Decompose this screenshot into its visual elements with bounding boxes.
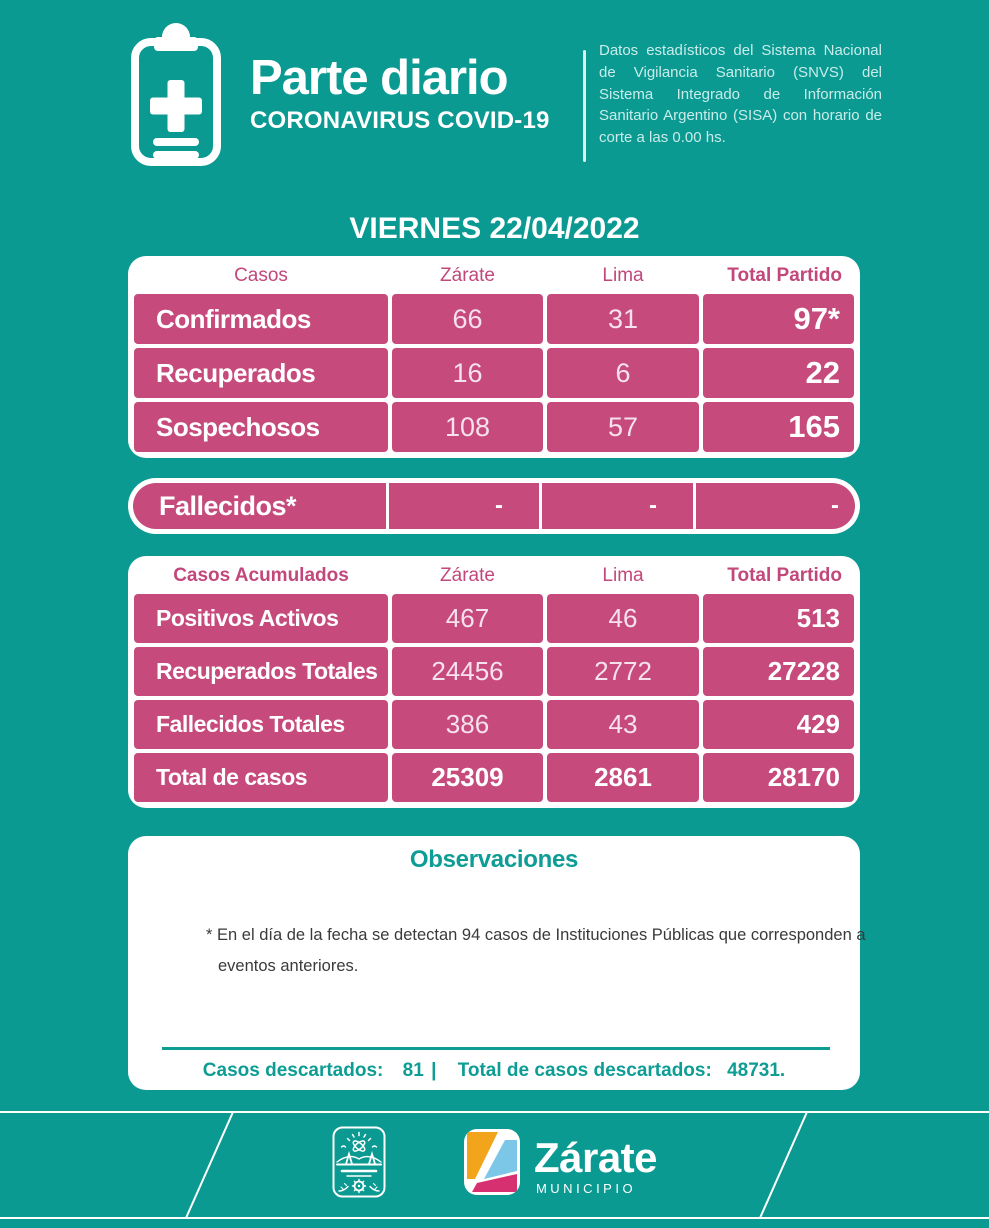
value-zarate: 108 (392, 402, 543, 452)
col-header-zarate: Zárate (440, 565, 495, 586)
title-block (250, 51, 550, 135)
value-lima: 2861 (547, 753, 699, 802)
value-total: 22 (703, 348, 854, 398)
value-zarate: 25309 (392, 753, 543, 802)
city-crest-icon (332, 1126, 386, 1198)
observations-note: * En el día de la fecha se detectan 94 casos de Instituciones Públicas que corresponden a eventos anteriores. (206, 926, 866, 975)
observations-title: Observaciones (409, 846, 579, 873)
row-label: Fallecidos Totales (134, 700, 388, 749)
table-row (134, 594, 854, 643)
clipboard-plus-icon (125, 22, 227, 175)
fallecidos-row (128, 478, 860, 534)
value-zarate: 24456 (392, 647, 543, 696)
table-row (134, 348, 854, 398)
value-lima: 6 (547, 348, 699, 398)
value-lima: 2772 (547, 647, 699, 696)
observations-divider (162, 1047, 830, 1050)
col-header-total: Total Partido (727, 265, 842, 286)
daily-table-header (134, 262, 854, 290)
page-title: Parte diario (250, 51, 508, 105)
value-total: 27228 (703, 647, 854, 696)
row-label: Fallecidos* (133, 483, 386, 529)
value-total: 28170 (703, 753, 854, 802)
col-header-casos: Casos (234, 265, 288, 286)
discarded-value: 81 (402, 1060, 424, 1081)
table-row (134, 402, 854, 452)
table-row (134, 294, 854, 344)
page-subtitle: CORONAVIRUS COVID-19 (250, 107, 550, 134)
brand-text (534, 1128, 657, 1196)
table-row (134, 647, 854, 696)
discarded-label: Casos descartados: (202, 1060, 384, 1081)
row-label: Recuperados Totales (134, 647, 388, 696)
fallecidos-row-inner (133, 483, 855, 529)
discarded-cases-line (128, 1060, 860, 1082)
total-discarded-label: Total de casos descartados: (457, 1060, 712, 1081)
zarate-logo-icon (462, 1127, 522, 1197)
brand-subtitle: MUNICIPIO (535, 1180, 637, 1196)
value-lima: 31 (547, 294, 699, 344)
value-zarate: 16 (392, 348, 543, 398)
value-total: 429 (703, 700, 854, 749)
date-banner: VIERNES 22/04/2022 (349, 212, 640, 245)
row-label: Total de casos (134, 753, 388, 802)
col-header-lima: Lima (602, 265, 644, 286)
value-total: 97* (703, 294, 854, 344)
accumulated-cases-table (128, 556, 860, 808)
col-header-casos-acumulados: Casos Acumulados (173, 565, 349, 586)
table-row (134, 700, 854, 749)
col-header-zarate: Zárate (440, 265, 495, 286)
col-header-total: Total Partido (727, 565, 842, 586)
accum-table-header (134, 562, 854, 590)
col-header-lima: Lima (602, 565, 644, 586)
row-label: Confirmados (134, 294, 388, 344)
discarded-separator: | (431, 1060, 437, 1081)
row-label: Recuperados (134, 348, 388, 398)
value-lima: 46 (547, 594, 699, 643)
value-total: - (696, 483, 855, 529)
daily-cases-table (128, 256, 860, 458)
row-label: Positivos Activos (134, 594, 388, 643)
value-total: 513 (703, 594, 854, 643)
row-label: Sospechosos (134, 402, 388, 452)
footer (0, 1126, 989, 1198)
observations-panel (128, 836, 866, 1090)
data-source-note: Datos estadísticos del Sistema Nacional de Vigilancia Sanitario (SNVS) del Sistema Integrado de Información Sanitario Argentino (SISA) con horario de corte a las 0.00 hs. (599, 42, 882, 146)
value-zarate: 467 (392, 594, 543, 643)
value-lima: 43 (547, 700, 699, 749)
value-zarate: - (389, 483, 539, 529)
table-row (134, 753, 854, 802)
header-divider (583, 50, 586, 162)
value-lima: - (542, 483, 693, 529)
value-total: 165 (703, 402, 854, 452)
brand-name: Zárate (533, 1134, 658, 1182)
total-discarded-value: 48731. (727, 1060, 786, 1081)
value-zarate: 66 (392, 294, 543, 344)
value-zarate: 386 (392, 700, 543, 749)
value-lima: 57 (547, 402, 699, 452)
